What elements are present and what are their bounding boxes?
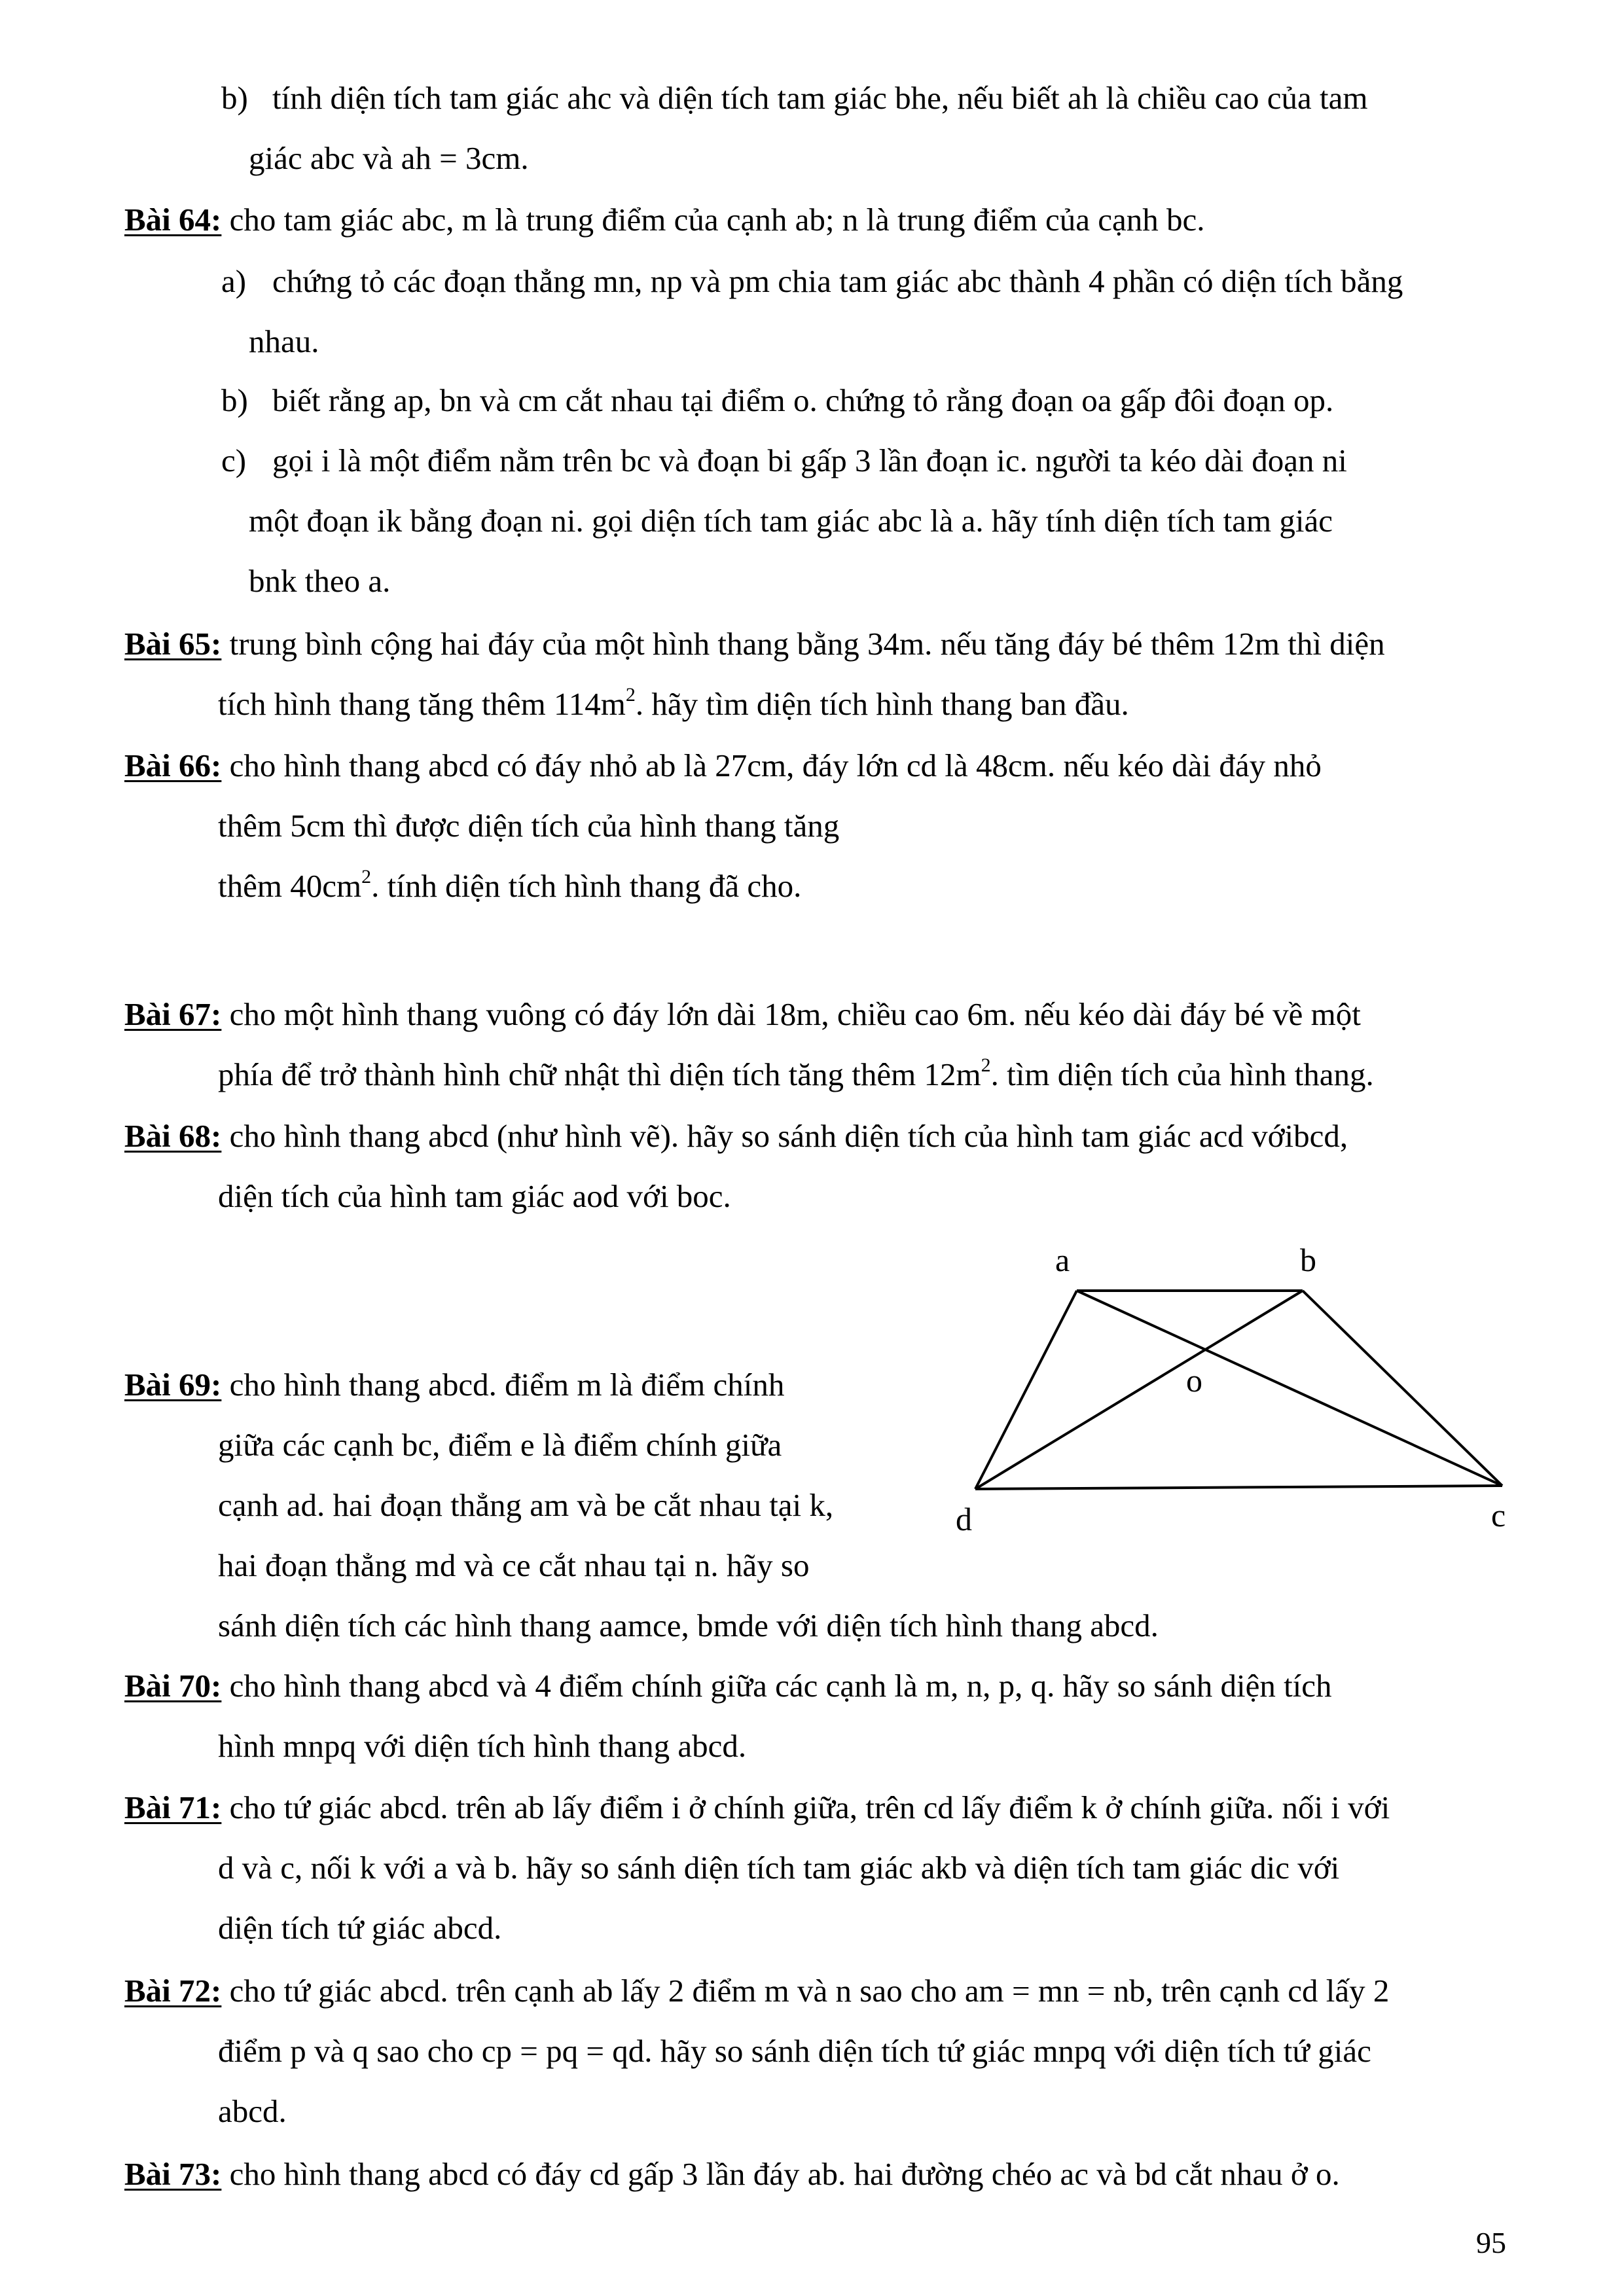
exercise-text-line: cho hình thang abcd có đáy nhỏ ab là 27cm, đáy lớn cd là 48cm. nếu kéo dài đáy nhỏ xyxy=(229,747,1322,783)
segment-bc xyxy=(1303,1291,1502,1486)
exercise-text-line: . hãy tìm diện tích hình thang ban đầu. xyxy=(635,686,1129,722)
part-text-line: giác abc và ah = 3cm. xyxy=(249,140,529,176)
superscript: 2 xyxy=(625,683,636,706)
exercise-number: Bài 72: xyxy=(124,1973,222,2009)
exercise-text-line: diện tích của hình tam giác aod với boc. xyxy=(218,1178,731,1214)
trapezoid-figure xyxy=(949,1224,1538,1551)
exercise-text-line: thêm 5cm thì được diện tích của hình thang tăng xyxy=(218,808,840,844)
exercise-text-line: thêm 40cm xyxy=(218,868,362,904)
exercise-68 xyxy=(124,1106,1525,1227)
exercise-text-line: cho hình thang abcd (như hình vẽ). hãy so sánh diện tích của hình tam giác acd vớibcd, xyxy=(229,1118,1348,1154)
exercise-65 xyxy=(124,614,1525,734)
exercise-number: Bài 73: xyxy=(124,2156,222,2192)
exercise-70 xyxy=(124,1656,1525,1776)
vertex-label-b: b xyxy=(1300,1242,1316,1278)
exercise-64-part-b xyxy=(221,370,1524,431)
page-number: 95 xyxy=(1476,2226,1506,2259)
exercise-64 xyxy=(124,190,1525,250)
exercise-text-line: trung bình cộng hai đáy của một hình thang bằng 34m. nếu tăng đáy bé thêm 12m thì diện xyxy=(229,626,1385,662)
exercise-text-line: diện tích tứ giác abcd. xyxy=(218,1910,502,1946)
exercise-text-line: sánh diện tích các hình thang aamce, bmde với diện tích hình thang abcd. xyxy=(218,1607,1159,1643)
exercise-text-line: cho một hình thang vuông có đáy lớn dài 18m, chiều cao 6m. nếu kéo dài đáy bé về một xyxy=(229,996,1361,1032)
exercise-number: Bài 66: xyxy=(124,747,222,783)
superscript: 2 xyxy=(361,865,372,888)
exercise-number: Bài 70: xyxy=(124,1668,222,1704)
exercise-number: Bài 64: xyxy=(124,202,222,238)
exercise-text-line: phía để trở thành hình chữ nhật thì diện tích tăng thêm 12m xyxy=(218,1056,981,1092)
exercise-number: Bài 69: xyxy=(124,1367,222,1403)
exercise-text-line: giữa các cạnh bc, điểm e là điểm chính giữa xyxy=(218,1427,782,1463)
exercise-64-part-a xyxy=(221,251,1524,372)
superscript: 2 xyxy=(981,1054,991,1076)
exercise-text-line: abcd. xyxy=(218,2093,287,2129)
exercise-66 xyxy=(124,736,1525,916)
part-text-line: gọi i là một điểm nằm trên bc và đoạn bi gấp 3 lần đoạn ic. người ta kéo dài đoạn ni xyxy=(272,442,1347,478)
part-text-line: biết rằng ap, bn và cm cắt nhau tại điểm o. chứng tỏ rằng đoạn oa gấp đôi đoạn op. xyxy=(272,382,1334,418)
exercise-text: cho tam giác abc, m là trung điểm của cạnh ab; n là trung điểm của cạnh bc. xyxy=(229,202,1205,238)
exercise-text-line: cho hình thang abcd. điểm m là điểm chính xyxy=(229,1367,785,1403)
exercise-73 xyxy=(124,2144,1525,2204)
exercise-number: Bài 71: xyxy=(124,1789,222,1825)
exercise-text-line: hai đoạn thẳng md và ce cắt nhau tại n. hãy so xyxy=(218,1547,810,1583)
exercise-number: Bài 67: xyxy=(124,996,222,1032)
vertex-label-a: a xyxy=(1055,1242,1070,1278)
part-text-line: bnk theo a. xyxy=(249,563,391,599)
vertex-label-c: c xyxy=(1491,1497,1506,1534)
exercise-67 xyxy=(124,984,1525,1105)
exercise-64-part-c xyxy=(221,431,1524,611)
exercise-69 xyxy=(124,1355,1159,1656)
exercise-72 xyxy=(124,1961,1525,2142)
exercise-text-line: d và c, nối k với a và b. hãy so sánh diện tích tam giác akb và diện tích tam giác dic với xyxy=(218,1850,1340,1886)
part-text-line: tính diện tích tam giác ahc và diện tích tam giác bhe, nếu biết ah là chiều cao của tam xyxy=(272,80,1368,116)
part-marker: b) xyxy=(221,382,248,418)
exercise-text-line: . tìm diện tích của hình thang. xyxy=(990,1056,1374,1092)
part-text-line: nhau. xyxy=(249,323,319,359)
exercise-text-line: hình mnpq với diện tích hình thang abcd. xyxy=(218,1728,747,1764)
part-text-line: chứng tỏ các đoạn thẳng mn, np và pm chia tam giác abc thành 4 phần có diện tích bằng xyxy=(272,263,1403,299)
exercise-71 xyxy=(124,1778,1525,1958)
part-marker: a) xyxy=(221,263,247,299)
exercise-number: Bài 65: xyxy=(124,626,222,662)
exercise-text-line: cho hình thang abcd có đáy cd gấp 3 lần đáy ab. hai đường chéo ac và bd cắt nhau ở o. xyxy=(229,2156,1340,2192)
intersection-label-o: o xyxy=(1186,1362,1202,1399)
exercise-number: Bài 68: xyxy=(124,1118,222,1154)
part-marker: b) xyxy=(221,80,248,116)
exercise-text-line: . tính diện tích hình thang đã cho. xyxy=(371,868,802,904)
vertex-label-d: d xyxy=(956,1501,972,1537)
segment-dc xyxy=(975,1486,1502,1489)
exercise-text-line: điểm p và q sao cho cp = pq = qd. hãy so sánh diện tích tứ giác mnpq với diện tích tứ giác xyxy=(218,2033,1371,2069)
exercise-text-line: cho tứ giác abcd. trên cạnh ab lấy 2 điểm m và n sao cho am = mn = nb, trên cạnh cd lấy 2 xyxy=(229,1973,1390,2009)
part-marker: c) xyxy=(221,442,247,478)
exercise-text-line: cạnh ad. hai đoạn thẳng am và be cắt nhau tại k, xyxy=(218,1487,834,1523)
exercise-text-line: tích hình thang tăng thêm 114m xyxy=(218,686,626,722)
exercise-63-part-b xyxy=(221,68,1524,188)
part-text-line: một đoạn ik bằng đoạn ni. gọi diện tích tam giác abc là a. hãy tính diện tích tam giác xyxy=(249,503,1333,539)
exercise-text-line: cho tứ giác abcd. trên ab lấy điểm i ở chính giữa, trên cd lấy điểm k ở chính giữa. nối i với xyxy=(229,1789,1390,1825)
exercise-text-line: cho hình thang abcd và 4 điểm chính giữa các cạnh là m, n, p, q. hãy so sánh diện tích xyxy=(229,1668,1332,1704)
